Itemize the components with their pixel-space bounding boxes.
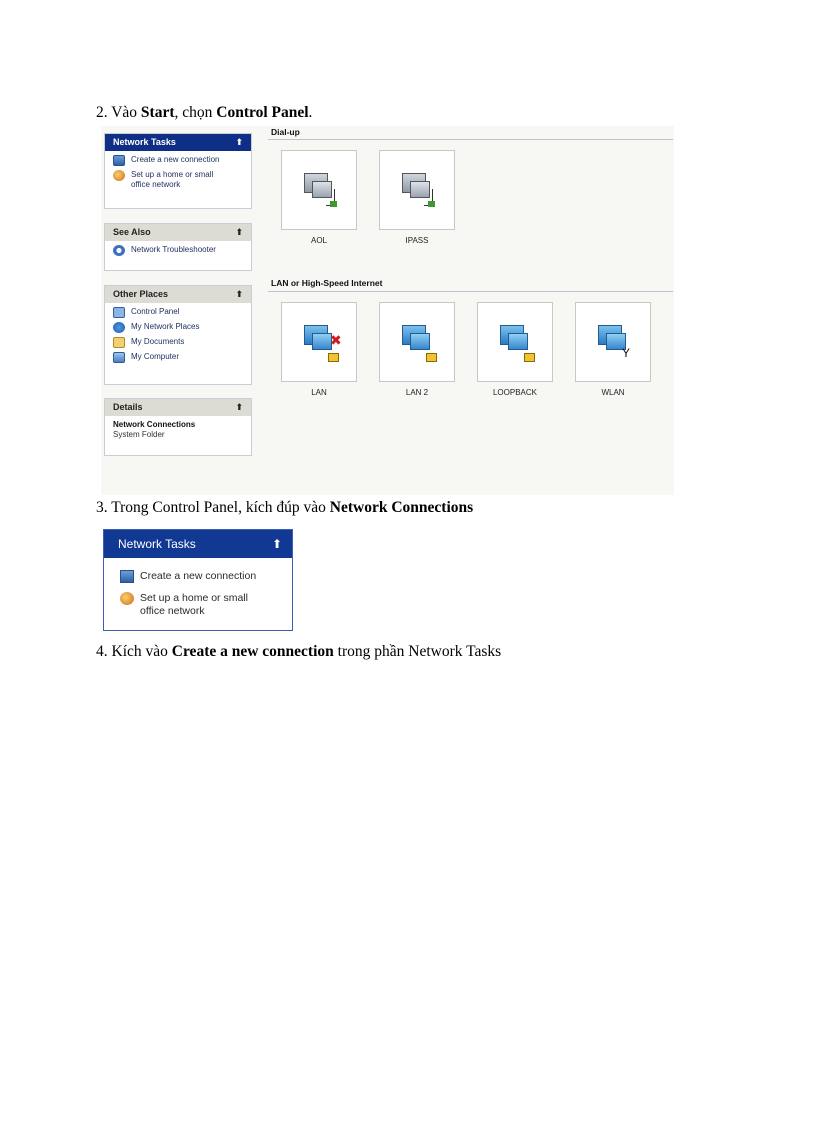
- network-tasks-title: Network Tasks: [118, 537, 196, 551]
- link-control-panel[interactable]: [113, 307, 246, 317]
- network-tasks-title: Network Tasks: [113, 137, 176, 147]
- step-2-start: Start: [140, 104, 175, 121]
- task-home-network-label-2: office network: [140, 605, 205, 617]
- my-network-places-label: My Network Places: [131, 322, 200, 331]
- connection-ipass[interactable]: [379, 150, 455, 245]
- documents-icon: [113, 337, 125, 348]
- info-icon: [113, 245, 125, 256]
- step-4-create-connection: Create a new connection: [171, 643, 334, 660]
- home-network-icon: [120, 592, 134, 605]
- computer-icon: [508, 333, 528, 350]
- step-3-prefix: 3. Trong Control Panel, kích đúp vào: [96, 499, 330, 516]
- connection-aol[interactable]: [281, 150, 357, 245]
- link-my-computer[interactable]: [113, 352, 246, 362]
- connection-icon-frame: [379, 302, 455, 382]
- collapse-chevron-icon[interactable]: ⬆: [235, 402, 243, 412]
- task-create-connection[interactable]: [113, 155, 246, 165]
- step-4-suffix: trong phần Network Tasks: [333, 643, 502, 660]
- group-divider: [268, 291, 673, 292]
- step-3-network-connections: Network Connections: [329, 499, 474, 516]
- collapse-chevron-icon[interactable]: ⬆: [235, 227, 243, 237]
- connection-label: LAN 2: [405, 388, 429, 397]
- step-2-suffix: .: [308, 104, 313, 121]
- details-pane: [104, 398, 252, 456]
- task-home-network-label: Set up a home or small: [140, 592, 248, 604]
- task-home-network-label-2: office network: [131, 180, 181, 189]
- connection-label: WLAN: [601, 388, 625, 397]
- network-plug-icon: [524, 353, 535, 362]
- network-tasks-header[interactable]: [104, 530, 292, 558]
- step-2-text: [96, 104, 312, 122]
- task-create-connection[interactable]: [120, 570, 256, 583]
- link-my-documents[interactable]: [113, 337, 246, 347]
- new-connection-icon: [113, 155, 125, 166]
- home-network-icon: [113, 170, 125, 181]
- connection-loopback[interactable]: [477, 302, 553, 397]
- see-also-header[interactable]: [105, 224, 251, 241]
- network-connections-window-screenshot: [101, 126, 674, 495]
- network-plug-icon: [426, 353, 437, 362]
- task-create-connection-label: Create a new connection: [131, 155, 220, 164]
- modem-plug-icon: [330, 201, 337, 207]
- control-panel-icon: [113, 307, 125, 318]
- task-home-network[interactable]: [120, 592, 248, 618]
- details-header[interactable]: [105, 399, 251, 416]
- see-also-pane: [104, 223, 252, 271]
- step-3-text: [96, 499, 473, 517]
- see-also-title: See Also: [113, 227, 151, 237]
- task-create-connection-label: Create a new connection: [140, 570, 257, 582]
- computer-icon: [312, 333, 332, 350]
- new-connection-icon: [120, 570, 134, 583]
- network-tasks-screenshot: [103, 529, 293, 631]
- connection-label: LAN: [311, 388, 327, 397]
- link-network-troubleshooter[interactable]: [113, 245, 246, 255]
- task-home-network-label: Set up a home or small: [131, 170, 214, 179]
- details-name: Network Connections: [113, 420, 196, 429]
- network-tasks-pane: [104, 133, 252, 209]
- computer-icon: [410, 333, 430, 350]
- group-title-dialup: Dial-up: [271, 127, 300, 137]
- collapse-chevron-icon[interactable]: ⬆: [271, 537, 282, 551]
- connection-icon-frame: [281, 302, 357, 382]
- connection-icon-frame: [281, 150, 357, 230]
- control-panel-label: Control Panel: [131, 307, 180, 316]
- connection-lan-2[interactable]: [379, 302, 455, 397]
- task-home-network[interactable]: [113, 170, 246, 190]
- connection-icon-frame: [379, 150, 455, 230]
- connection-icon-frame: [575, 302, 651, 382]
- modem-plug-icon: [428, 201, 435, 207]
- computer-icon: [113, 352, 125, 363]
- connection-icon-frame: [477, 302, 553, 382]
- my-documents-label: My Documents: [131, 337, 185, 346]
- step-4-prefix: 4. Kích vào: [96, 643, 172, 660]
- network-tasks-header[interactable]: [105, 134, 251, 151]
- collapse-chevron-icon[interactable]: ⬆: [235, 289, 243, 299]
- connection-label: IPASS: [405, 236, 429, 245]
- connection-wlan[interactable]: [575, 302, 651, 397]
- connection-lan[interactable]: [281, 302, 357, 397]
- group-divider: [268, 139, 673, 140]
- network-troubleshooter-label: Network Troubleshooter: [131, 245, 216, 254]
- wireless-antenna-icon: Y: [622, 346, 631, 360]
- link-my-network-places[interactable]: [113, 322, 246, 332]
- network-plug-icon: [328, 353, 339, 362]
- network-places-icon: [113, 322, 125, 333]
- connection-label: AOL: [310, 236, 327, 245]
- step-2-mid: , chọn: [174, 104, 217, 121]
- step-4-text: [96, 643, 501, 661]
- collapse-chevron-icon[interactable]: ⬆: [235, 137, 243, 147]
- other-places-title: Other Places: [113, 289, 169, 299]
- group-title-lan: LAN or High-Speed Internet: [271, 278, 383, 288]
- my-computer-label: My Computer: [131, 352, 180, 361]
- details-title: Details: [113, 402, 143, 412]
- step-2-prefix: 2. Vào: [96, 104, 141, 121]
- other-places-header[interactable]: [105, 286, 251, 303]
- details-type: System Folder: [113, 430, 165, 439]
- other-places-pane: [104, 285, 252, 385]
- connection-label: LOOPBACK: [492, 388, 537, 397]
- step-2-control-panel: Control Panel: [216, 104, 309, 121]
- disconnected-x-icon: ✖: [330, 332, 342, 348]
